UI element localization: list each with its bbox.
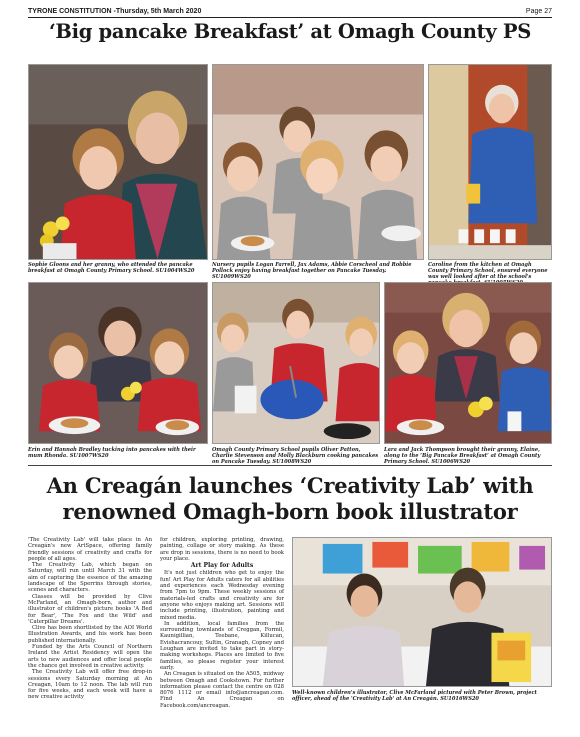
photo-pupils-cooking bbox=[212, 282, 380, 444]
photo-erin-hannah-mum bbox=[28, 282, 208, 444]
article-paragraph: The Creativity Lab will offer free drop-in sessions every Saturday morning at An Creagan, 10am to 12 noon. The lab will run for five weeks, and each week will have a new creative activity bbox=[28, 669, 152, 701]
article-paragraph: The Creativity Lab, which began on Saturday, will run until March 31 with the aim of capturing the essence of the amazing landscape of the Sperrins through stories, scenes and characters. bbox=[28, 562, 152, 594]
article-paragraph: An Creagan is situated on the A505, midway between Omagh and Cookstown. For further information please contact the centre on 028 8076 1112 or email info@ancreagan.com. Find An Creagan on Facebook.com/ancreagan. bbox=[160, 671, 284, 709]
article-paragraph: In addition, local families from the surrounding townlands of Creggan, Formil, Kaunigillian, Teebane, Killucan, Evishacrancouy, Sultin, Granagh, Copney and Loughan are invited to take part in story-making workshops. Places are limited to five families, so please register your interest early. bbox=[160, 620, 284, 671]
caption-photo-6: Lara and Jack Thompson brought their granny, Elaine, along to the ‘Big Pancake Breakfast’ at Omagh County Primary School. SU1006WS20 bbox=[384, 447, 541, 465]
caption-photo-2: Nursery pupils Logan Farrell, Jax Adams, Abbie Corscheol and Robbie Pollock enjoy having breakfast together on Pancake Tuesday. SU1009WS20 bbox=[212, 262, 412, 280]
caption-photo-7: Well-known children's illustrator, Clive McFarland pictured with Peter Brown, project officer, ahead of the 'Creativity Lab' at An Creagán. SU1016WS20 bbox=[292, 690, 537, 702]
headline-creativity-lab-line-1: An Creagán launches ‘Creativity Lab’ with bbox=[46, 473, 534, 498]
caption-photo-5: Omagh County Primary School pupils Oliver Patton, Charlie Stevenson and Molly Blackburn cooking pancakes on Pancake Tuesday. SU1008WS20 bbox=[212, 447, 379, 465]
photo-caroline-kitchen bbox=[428, 64, 552, 260]
caption-photo-4: Erin and Hannah Bradley tucking into pancakes with their mum Rhonda. SU1007WS20 bbox=[28, 447, 196, 459]
masthead-publication: TYRONE CONSTITUTION -Thursday, 5th March 2020 bbox=[28, 8, 202, 15]
caption-photo-1: Sophie Gloons and her granny, who attended the pancake breakfast at Omagh County Primary School. SU1004WS20 bbox=[28, 262, 195, 274]
photo-sophie-and-granny bbox=[28, 64, 208, 260]
article-paragraph: Clive has been shortlisted by the AOI World Illustration Awards, and his work has been published internationally. bbox=[28, 625, 152, 644]
article-paragraph: Classes will be provided by Clive McFarland, an Omagh-born, author and illustrator of children's picture books 'A Bed for Bear', 'The Fox and the Wild' and 'Caterpillar Dreams'. bbox=[28, 593, 152, 625]
masthead-page-number: Page 27 bbox=[525, 8, 552, 15]
article-paragraph: It's not just children who get to enjoy the fun! Art Play for Adults caters for all abilities and experiences each Wednesday evening from 7pm to 9pm. These weekly sessions of materials-led crafts and creativity are for anyone who enjoys making art. Sessions will include printing, illustration, painting and mixed media. bbox=[160, 570, 284, 621]
section-divider bbox=[28, 465, 552, 466]
article-paragraph: Funded by the Arts Council of Northern Ireland the Artist Residency will open the arts to new audiences and offer local people the chance get involved in creative activity. bbox=[28, 644, 152, 669]
article-subheading: Art Play for Adults bbox=[190, 562, 254, 570]
article-paragraph: 'The Creativity Lab' will take place in An Creagán's new ArtSpace, offering family friendly sessions of creativity and crafts for people of all ages. bbox=[28, 537, 152, 562]
photo-clive-mcfarland-peter-brown bbox=[292, 537, 552, 687]
masthead-rule bbox=[28, 17, 552, 18]
headline-pancake-breakfast: ‘Big pancake Breakfast’ at Omagh County PS bbox=[48, 20, 532, 43]
article-column-2 bbox=[160, 537, 284, 709]
photo-nursery-pupils bbox=[212, 64, 424, 260]
headline-creativity-lab-line-2: renowned Omagh-born book illustrator bbox=[62, 499, 518, 524]
photo-lara-jack-granny bbox=[384, 282, 552, 444]
article-column-1 bbox=[28, 537, 152, 701]
article-paragraph: for children, exploring printing, drawing, painting, collage or story making. As these are drop in sessions, there is no need to book your place. bbox=[160, 537, 284, 562]
headline-creativity-lab bbox=[28, 473, 552, 525]
caption-photo-3: Caroline from the kitchen at Omagh County Primary School, ensured everyone was well looked after at the school's bbox=[428, 262, 548, 280]
